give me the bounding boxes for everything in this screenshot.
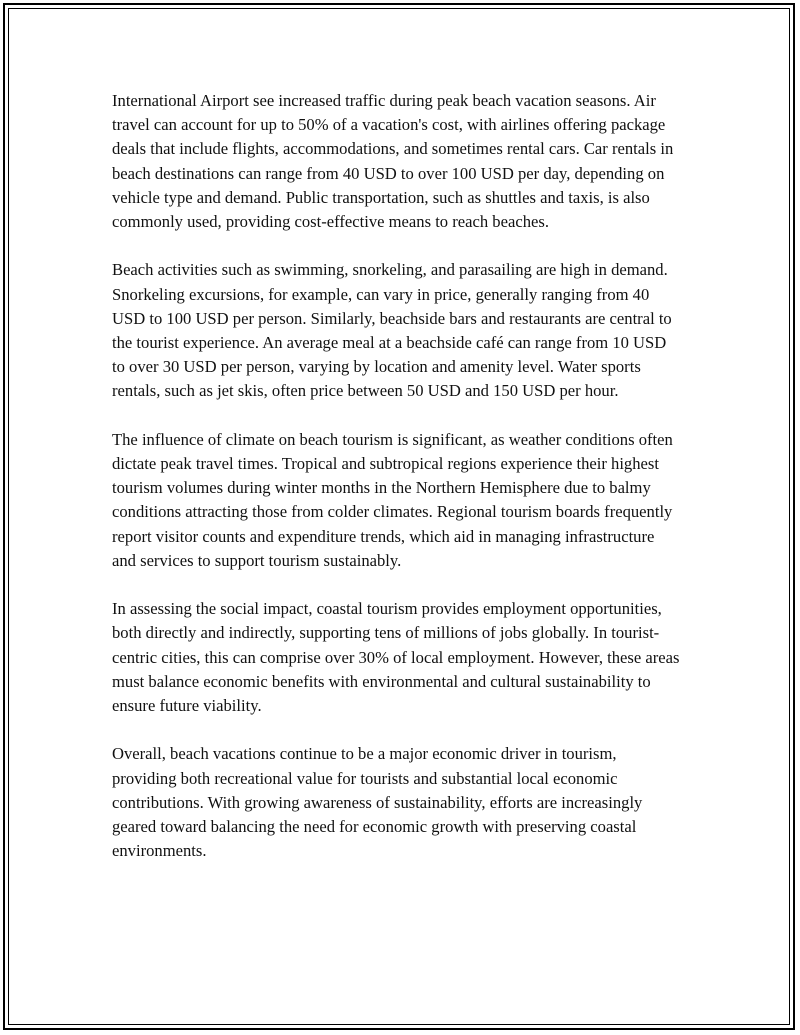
document-body <box>112 89 682 888</box>
paragraph-climate: The influence of climate on beach tourism is significant, as weather conditions often dictate peak travel times. Tropical and subtropical regions experience their highest tourism volumes during winter months in the Northern Hemisphere due to balmy conditions attracting those from colder climates. Regional tourism boards frequently report visitor counts and expenditure trends, which aid in managing infrastructure and services to support tourism sustainably. <box>112 429 673 570</box>
paragraph-air-travel: International Airport see increased traffic during peak beach vacation seasons. Air travel can account for up to 50% of a vacation's cost, with airlines offering package deals that include flights, accommodations, and sometimes rental cars. Car rentals in beach destinations can range from 40 USD to over 100 USD per day, depending on vehicle type and demand. Public transportation, such as shuttles and taxis, is also commonly used, providing cost-effective means to reach beaches. <box>112 91 674 232</box>
paragraph-beach-activities: Beach activities such as swimming, snorkeling, and parasailing are high in demand. Snorkeling excursions, for example, can vary in price, generally ranging from 40 USD to 100 USD per person. Similarly, beachside bars and restaurants are central to the tourist experience. An average meal at a beachside café can range from 10 USD to over 30 USD per person, varying by location and amenity level. Water sports rentals, such as jet skis, often price between 50 USD and 150 USD per hour. <box>112 260 672 401</box>
paragraph-conclusion: Overall, beach vacations continue to be a major economic driver in tourism, providing both recreational value for tourists and substantial local economic contributions. With growing awareness of sustainability, efforts are increasingly geared toward balancing the need for economic growth with preserving coastal environments. <box>112 744 643 861</box>
paragraph-social-impact: In assessing the social impact, coastal tourism provides employment opportunities, both directly and indirectly, supporting tens of millions of jobs globally. In tourist-centric cities, this can comprise over 30% of local employment. However, these areas must balance economic benefits with environmental and cultural sustainability to ensure future viability. <box>112 599 680 716</box>
